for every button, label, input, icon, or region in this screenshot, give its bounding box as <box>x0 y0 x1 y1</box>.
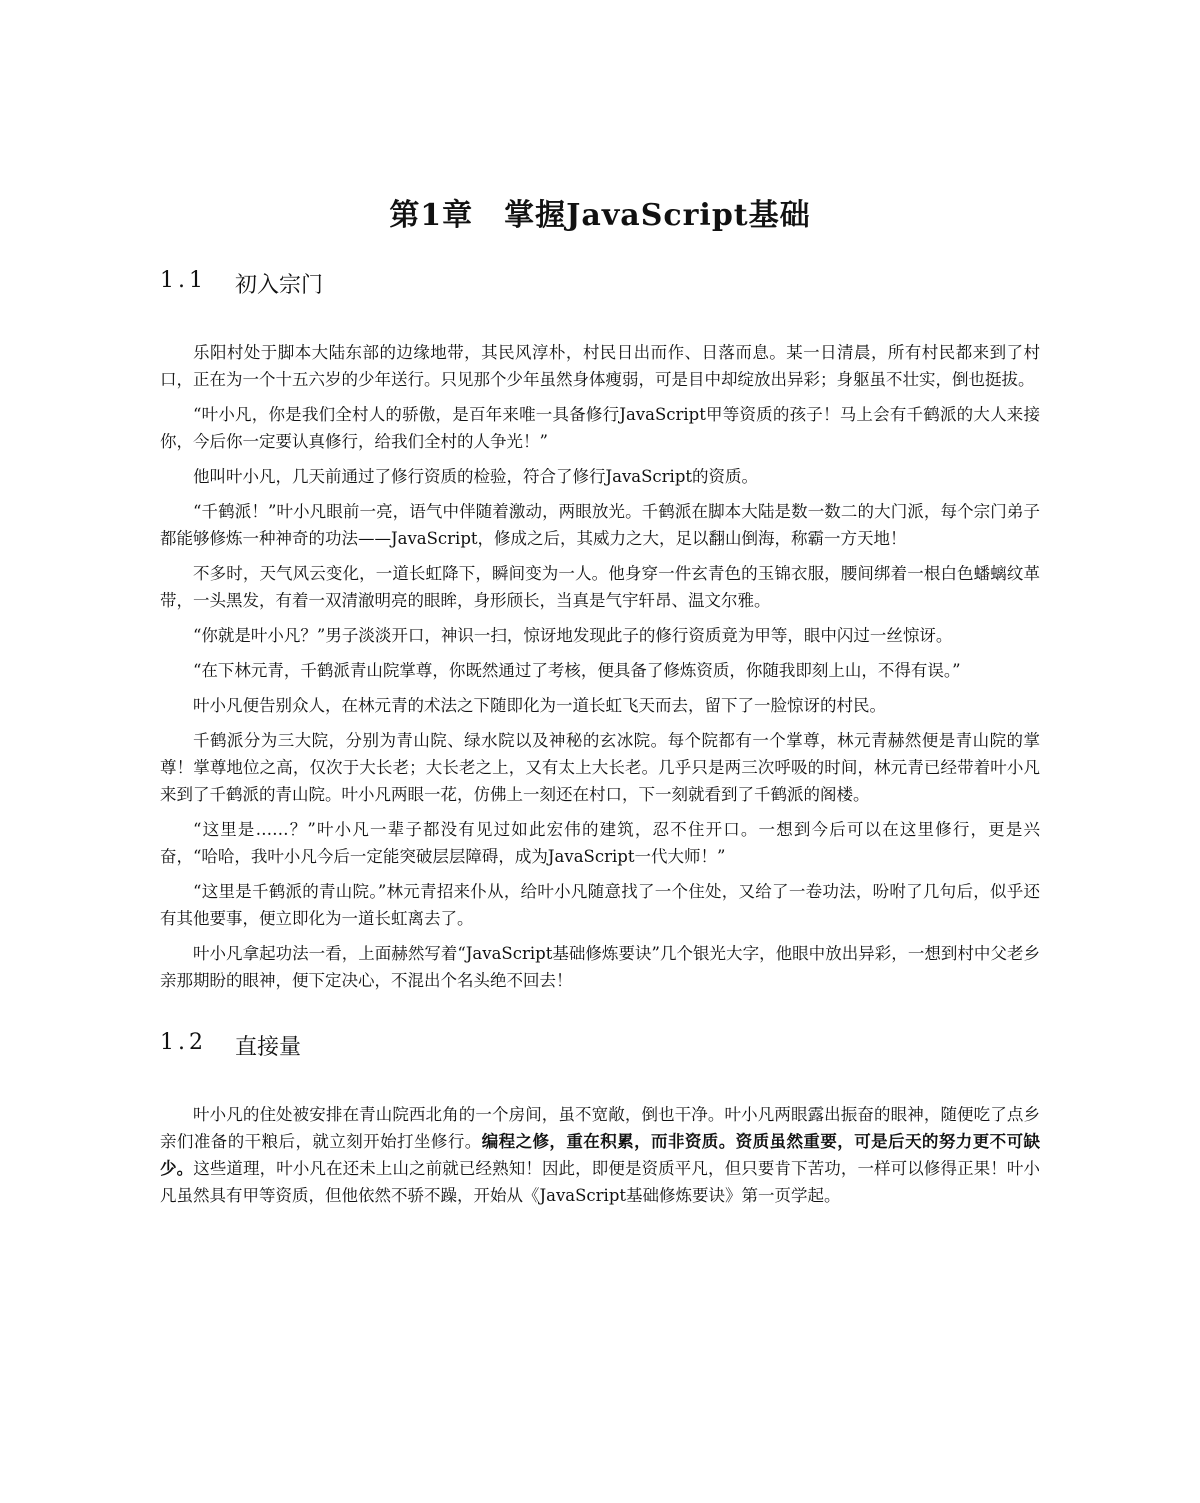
paragraph: “你就是叶小凡？”男子淡淡开口，神识一扫，惊讶地发现此子的修行资质竟为甲等，眼中闪过一丝惊讶。 <box>193 626 953 645</box>
section-title: 直接量 <box>235 1035 302 1060</box>
paragraph: 乐阳村处于脚本大陆东部的边缘地带，其民风淳朴，村民日出而作、日落而息。某一日清晨，所有村民都来到了村口，正在为一个十五六岁的少年送行。只见那个少年虽然身体瘦弱，可是目中却绽放出异彩；身躯虽不壮实，倒也挺拔。 <box>160 343 1040 389</box>
paragraph <box>160 1101 1040 1209</box>
section-heading-1-2 <box>160 1030 1040 1061</box>
paragraph: “叶小凡，你是我们全村人的骄傲，是百年来唯一具备修行JavaScript甲等资质的孩子！马上会有千鹤派的大人来接你，今后你一定要认真修行，给我们全村的人争光！” <box>160 405 1040 451</box>
section-number: 1.2 <box>160 1030 207 1055</box>
paragraph: “千鹤派！”叶小凡眼前一亮，语气中伴随着激动，两眼放光。千鹤派在脚本大陆是数一数二的大门派，每个宗门弟子都能够修炼一种神奇的功法——JavaScript，修成之后，其威力之大，足以翻山倒海，称霸一方天地！ <box>160 502 1040 548</box>
paragraph: 叶小凡便告别众人，在林元青的术法之下随即化为一道长虹飞天而去，留下了一脸惊讶的村民。 <box>193 696 886 715</box>
paragraph: 不多时，天气风云变化，一道长虹降下，瞬间变为一人。他身穿一件玄青色的玉锦衣服，腰间绑着一根白色蟠螭纹革带，一头黑发，有着一双清澈明亮的眼眸，身形颀长，当真是气宇轩昂、温文尔雅。 <box>160 564 1040 610</box>
emphasized-text: 编程之修，重在积累，而非资质。资质虽然重要，可是后天的努力更不可缺少。 <box>160 1132 1041 1178</box>
paragraph: “在下林元青，千鹤派青山院掌尊，你既然通过了考核，便具备了修炼资质，你随我即刻上山，不得有误。” <box>193 661 961 680</box>
paragraph: 叶小凡拿起功法一看，上面赫然写着“JavaScript基础修炼要诀”几个银光大字，他眼中放出异彩，一想到村中父老乡亲那期盼的眼神，便下定决心，不混出个名头绝不回去！ <box>160 944 1040 990</box>
paragraph-text: 叶小凡的住处被安排在青山院西北角的一个房间，虽不宽敞，倒也干净。叶小凡两眼露出振奋的眼神，随便吃了点乡亲们准备的干粮后，就立刻开始打坐修行。 <box>160 1105 1040 1151</box>
chapter-title: 第1章 掌握JavaScript基础 <box>389 198 811 233</box>
paragraph: 千鹤派分为三大院，分别为青山院、绿水院以及神秘的玄冰院。每个院都有一个掌尊，林元青赫然便是青山院的掌尊！掌尊地位之高，仅次于大长老；大长老之上，又有太上大长老。几乎只是两三次呼吸的时间，林元青已经带着叶小凡来到了千鹤派的青山院。叶小凡两眼一花，仿佛上一刻还在村口，下一刻就看到了千鹤派的阁楼。 <box>160 731 1040 804</box>
paragraph: “这里是……？”叶小凡一辈子都没有见过如此宏伟的建筑，忍不住开口。一想到今后可以在这里修行，更是兴奋，“哈哈，我叶小凡今后一定能突破层层障碍，成为JavaScript一代大师！” <box>160 820 1040 866</box>
paragraph-text: 这些道理，叶小凡在还未上山之前就已经熟知！因此，即便是资质平凡，但只要肯下苦功，一样可以修得正果！叶小凡虽然具有甲等资质，但他依然不骄不躁，开始从《JavaScript基础修炼要诀》第一页学起。 <box>160 1159 1041 1205</box>
section-number: 1.1 <box>160 268 207 293</box>
paragraph: “这里是千鹤派的青山院。”林元青招来仆从，给叶小凡随意找了一个住处，又给了一卷功法，吩咐了几句后，似乎还有其他要事，便立即化为一道长虹离去了。 <box>160 882 1040 928</box>
section-heading-1-1 <box>160 268 1040 299</box>
paragraph: 他叫叶小凡，几天前通过了修行资质的检验，符合了修行JavaScript的资质。 <box>193 467 759 486</box>
section-title: 初入宗门 <box>235 273 324 298</box>
page-content <box>160 190 1040 1217</box>
